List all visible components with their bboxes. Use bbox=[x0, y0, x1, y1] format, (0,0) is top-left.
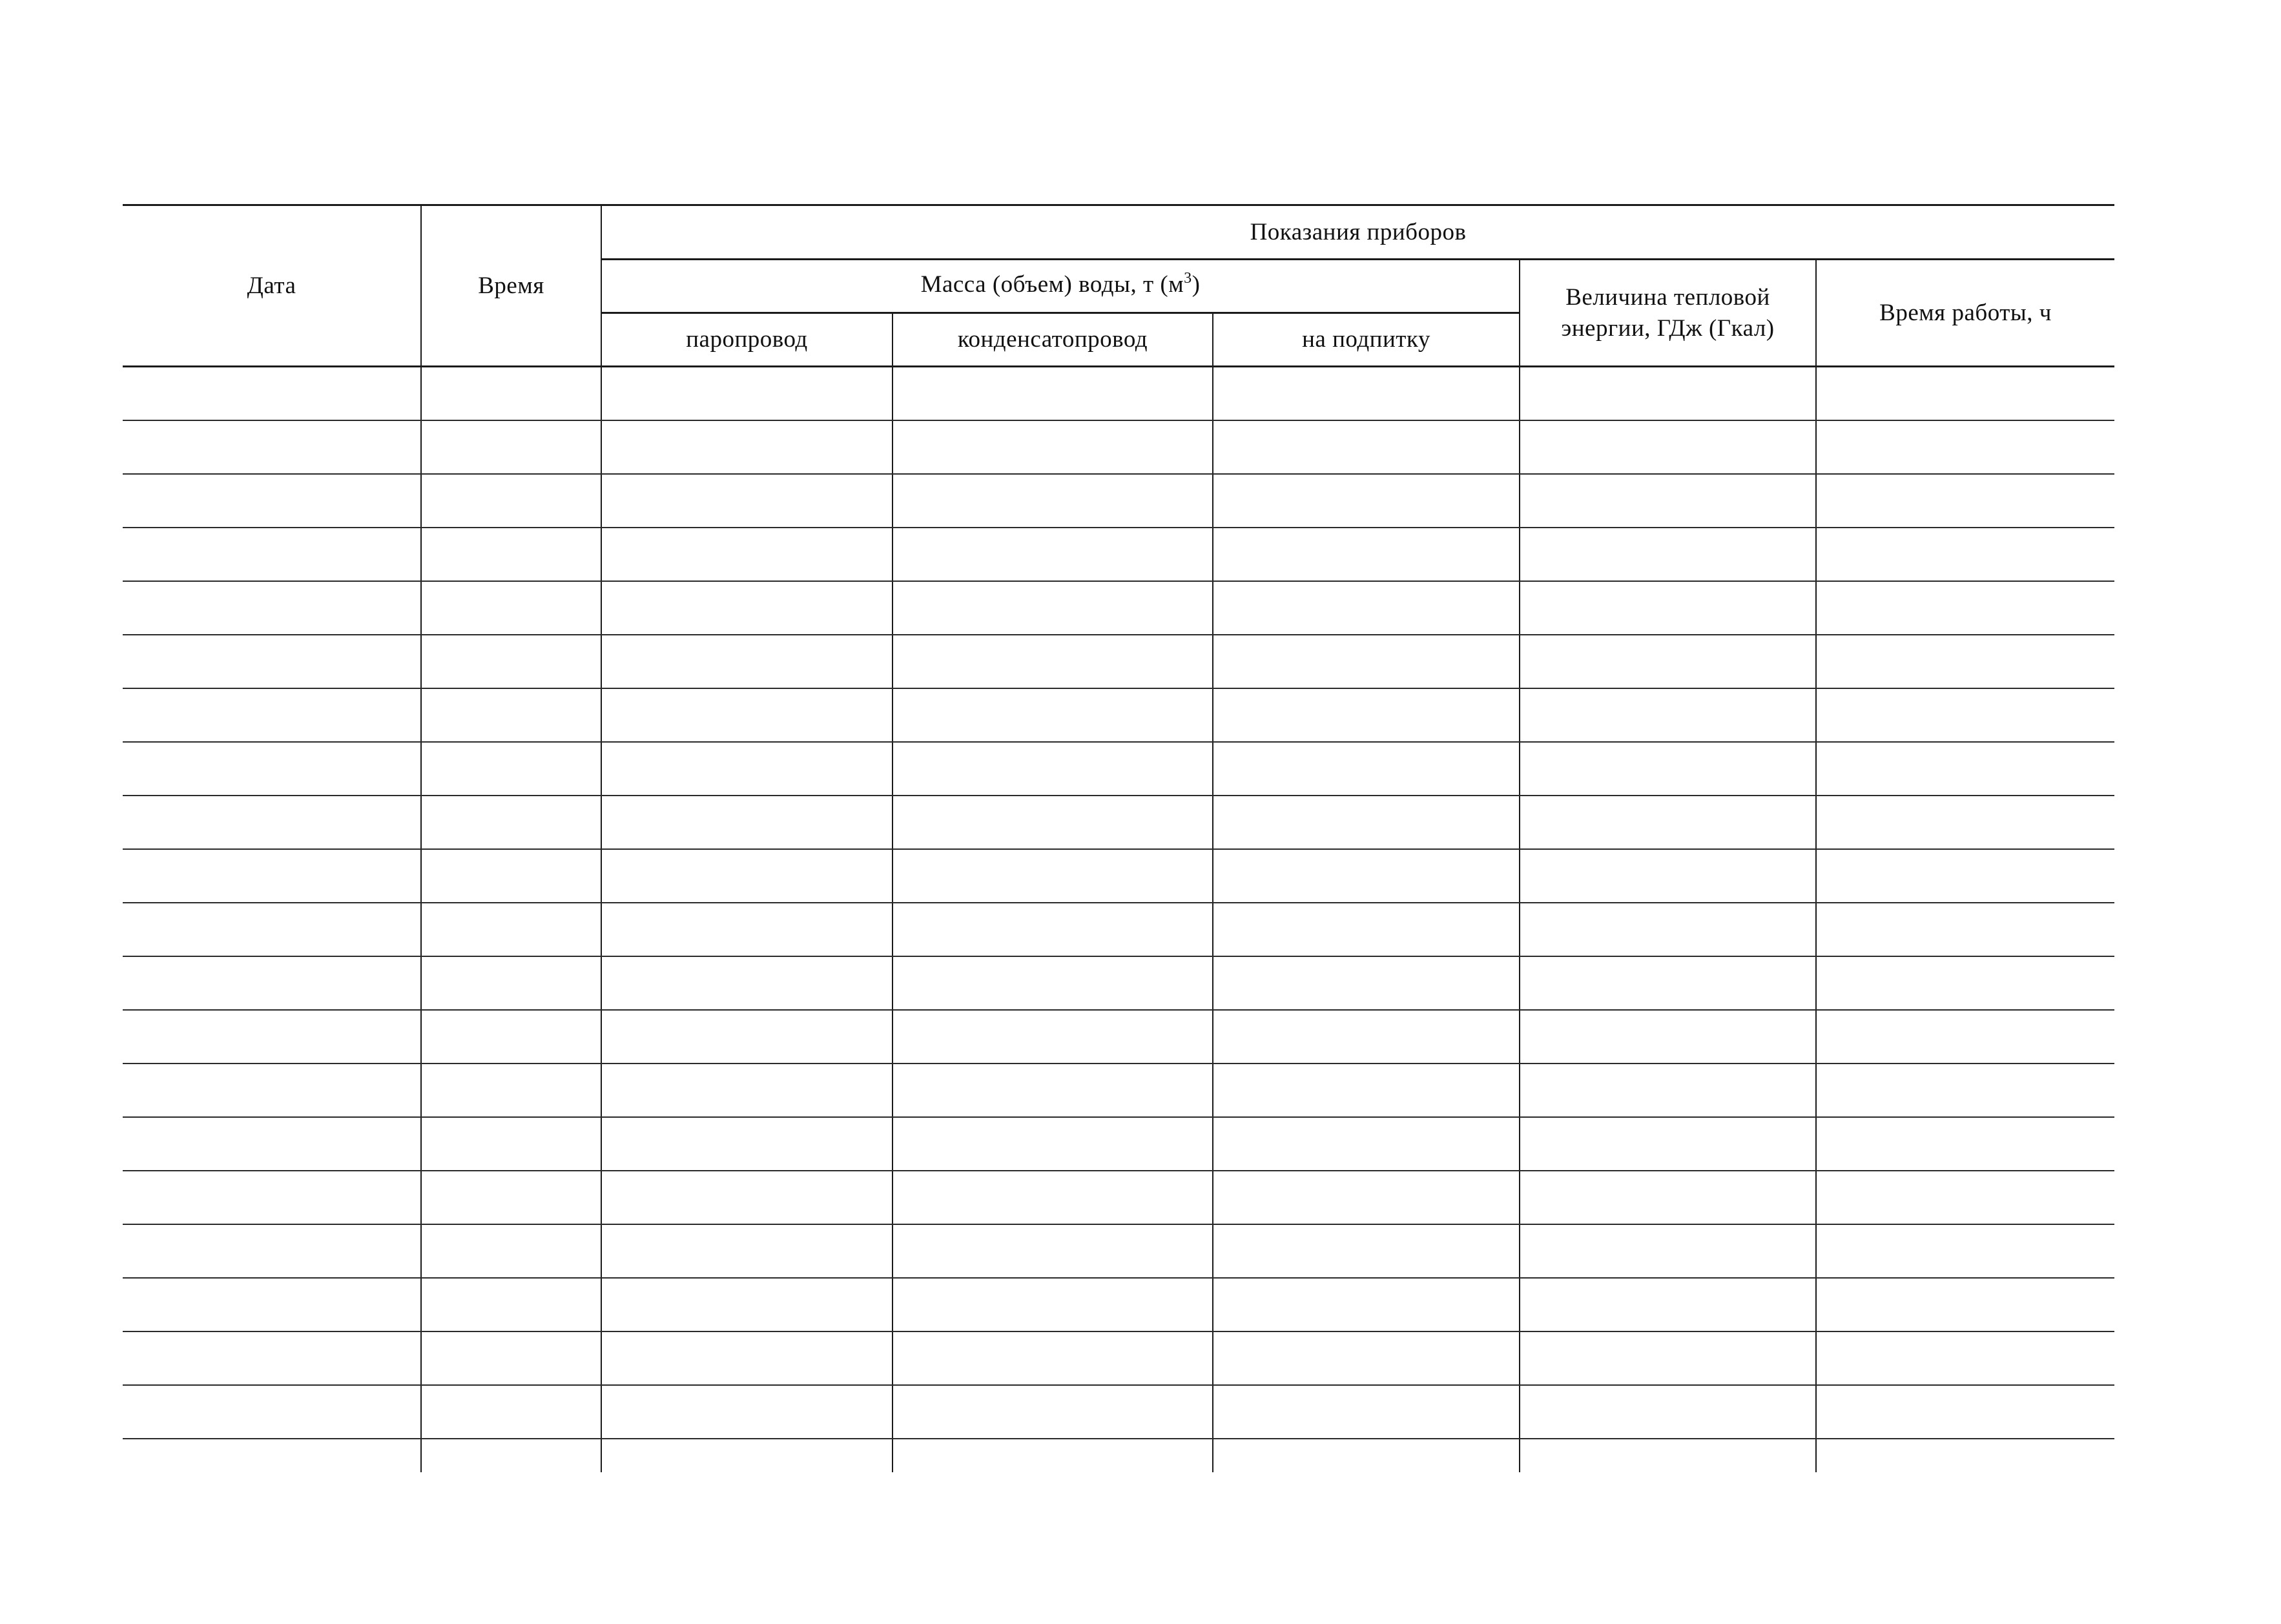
cell-condensate-pipe bbox=[893, 1331, 1213, 1385]
cell-makeup bbox=[1213, 1010, 1520, 1064]
cell-heat-energy bbox=[1520, 581, 1816, 635]
cell-makeup bbox=[1213, 1385, 1520, 1439]
cell-condensate-pipe bbox=[893, 1439, 1213, 1472]
cell-date bbox=[123, 1224, 421, 1278]
header-work-time: Время работы, ч bbox=[1816, 260, 2114, 367]
cell-makeup bbox=[1213, 903, 1520, 956]
cell-date bbox=[123, 1331, 421, 1385]
cell-heat-energy bbox=[1520, 1278, 1816, 1331]
meter-readings-log-table bbox=[123, 204, 2114, 1472]
table-header bbox=[123, 205, 2114, 367]
cell-time bbox=[421, 420, 601, 474]
cell-time bbox=[421, 688, 601, 742]
cell-date bbox=[123, 849, 421, 903]
cell-work-time bbox=[1816, 581, 2114, 635]
cell-date bbox=[123, 1064, 421, 1117]
cell-steam-pipe bbox=[601, 1439, 893, 1472]
cell-condensate-pipe bbox=[893, 635, 1213, 688]
table-row bbox=[123, 1010, 2114, 1064]
cell-steam-pipe bbox=[601, 688, 893, 742]
cell-heat-energy bbox=[1520, 903, 1816, 956]
cell-work-time bbox=[1816, 367, 2114, 420]
cell-time bbox=[421, 1278, 601, 1331]
cell-time bbox=[421, 528, 601, 581]
cell-makeup bbox=[1213, 635, 1520, 688]
cell-makeup bbox=[1213, 1064, 1520, 1117]
cell-work-time bbox=[1816, 1439, 2114, 1472]
cell-steam-pipe bbox=[601, 1171, 893, 1224]
cell-makeup bbox=[1213, 1171, 1520, 1224]
cell-makeup bbox=[1213, 1117, 1520, 1171]
cell-time bbox=[421, 635, 601, 688]
cell-work-time bbox=[1816, 796, 2114, 849]
cell-heat-energy bbox=[1520, 1439, 1816, 1472]
cell-time bbox=[421, 796, 601, 849]
cell-work-time bbox=[1816, 742, 2114, 796]
table-body bbox=[123, 367, 2114, 1472]
cell-steam-pipe bbox=[601, 635, 893, 688]
cell-heat-energy bbox=[1520, 956, 1816, 1010]
header-instrument-readings: Показания приборов bbox=[601, 205, 2114, 260]
cell-steam-pipe bbox=[601, 1331, 893, 1385]
table-row bbox=[123, 1278, 2114, 1331]
cell-condensate-pipe bbox=[893, 581, 1213, 635]
cell-work-time bbox=[1816, 1278, 2114, 1331]
cell-heat-energy bbox=[1520, 1224, 1816, 1278]
header-heat-energy-line1: Величина тепловой bbox=[1565, 283, 1770, 311]
header-time: Время bbox=[421, 205, 601, 367]
cell-work-time bbox=[1816, 1171, 2114, 1224]
cell-time bbox=[421, 581, 601, 635]
table-row bbox=[123, 956, 2114, 1010]
cell-heat-energy bbox=[1520, 1117, 1816, 1171]
cell-time bbox=[421, 1064, 601, 1117]
cell-heat-energy bbox=[1520, 528, 1816, 581]
table-row bbox=[123, 367, 2114, 420]
cell-condensate-pipe bbox=[893, 474, 1213, 528]
cell-condensate-pipe bbox=[893, 1385, 1213, 1439]
cell-condensate-pipe bbox=[893, 1171, 1213, 1224]
cell-date bbox=[123, 581, 421, 635]
cell-heat-energy bbox=[1520, 1064, 1816, 1117]
table-row bbox=[123, 796, 2114, 849]
cell-time bbox=[421, 849, 601, 903]
header-condensate-pipe: конденсатопровод bbox=[893, 313, 1213, 367]
table-row bbox=[123, 1117, 2114, 1171]
cell-work-time bbox=[1816, 420, 2114, 474]
cell-time bbox=[421, 1010, 601, 1064]
cell-work-time bbox=[1816, 1385, 2114, 1439]
cell-time bbox=[421, 1117, 601, 1171]
cell-heat-energy bbox=[1520, 367, 1816, 420]
table-row bbox=[123, 528, 2114, 581]
cell-date bbox=[123, 688, 421, 742]
cell-time bbox=[421, 367, 601, 420]
header-water-mass-prefix: Масса (объем) воды, т (м bbox=[920, 271, 1184, 298]
cell-heat-energy bbox=[1520, 635, 1816, 688]
cell-date bbox=[123, 420, 421, 474]
header-water-mass-suffix: ) bbox=[1192, 271, 1201, 298]
cell-steam-pipe bbox=[601, 1385, 893, 1439]
table-row bbox=[123, 849, 2114, 903]
table-row bbox=[123, 581, 2114, 635]
cell-work-time bbox=[1816, 956, 2114, 1010]
cell-date bbox=[123, 1010, 421, 1064]
cell-condensate-pipe bbox=[893, 796, 1213, 849]
cell-heat-energy bbox=[1520, 688, 1816, 742]
cell-condensate-pipe bbox=[893, 528, 1213, 581]
table-row bbox=[123, 1171, 2114, 1224]
cell-date bbox=[123, 474, 421, 528]
cell-work-time bbox=[1816, 903, 2114, 956]
table-row bbox=[123, 1385, 2114, 1439]
cell-steam-pipe bbox=[601, 796, 893, 849]
cell-condensate-pipe bbox=[893, 1064, 1213, 1117]
cell-time bbox=[421, 1224, 601, 1278]
cell-time bbox=[421, 1331, 601, 1385]
cell-makeup bbox=[1213, 581, 1520, 635]
table-row bbox=[123, 1331, 2114, 1385]
cell-heat-energy bbox=[1520, 796, 1816, 849]
cell-date bbox=[123, 1278, 421, 1331]
cell-time bbox=[421, 1439, 601, 1472]
table-row bbox=[123, 903, 2114, 956]
header-heat-energy-line2: энергии, ГДж (Гкал) bbox=[1561, 314, 1775, 342]
cell-makeup bbox=[1213, 367, 1520, 420]
header-heat-energy bbox=[1520, 260, 1816, 367]
table-row bbox=[123, 420, 2114, 474]
cell-work-time bbox=[1816, 1064, 2114, 1117]
cell-condensate-pipe bbox=[893, 742, 1213, 796]
cell-date bbox=[123, 635, 421, 688]
cell-work-time bbox=[1816, 1224, 2114, 1278]
cell-date bbox=[123, 956, 421, 1010]
cell-date bbox=[123, 1439, 421, 1472]
cell-steam-pipe bbox=[601, 956, 893, 1010]
header-water-mass-superscript: 3 bbox=[1184, 270, 1192, 287]
cell-work-time bbox=[1816, 1331, 2114, 1385]
cell-steam-pipe bbox=[601, 1224, 893, 1278]
table-row bbox=[123, 635, 2114, 688]
cell-makeup bbox=[1213, 420, 1520, 474]
cell-steam-pipe bbox=[601, 1278, 893, 1331]
cell-date bbox=[123, 742, 421, 796]
cell-makeup bbox=[1213, 956, 1520, 1010]
table-row bbox=[123, 742, 2114, 796]
cell-work-time bbox=[1816, 1010, 2114, 1064]
cell-steam-pipe bbox=[601, 1064, 893, 1117]
cell-date bbox=[123, 903, 421, 956]
cell-time bbox=[421, 1171, 601, 1224]
cell-steam-pipe bbox=[601, 528, 893, 581]
cell-condensate-pipe bbox=[893, 849, 1213, 903]
cell-time bbox=[421, 903, 601, 956]
cell-heat-energy bbox=[1520, 1171, 1816, 1224]
cell-work-time bbox=[1816, 528, 2114, 581]
cell-makeup bbox=[1213, 1439, 1520, 1472]
cell-condensate-pipe bbox=[893, 367, 1213, 420]
cell-work-time bbox=[1816, 849, 2114, 903]
cell-steam-pipe bbox=[601, 849, 893, 903]
table-row bbox=[123, 474, 2114, 528]
cell-heat-energy bbox=[1520, 474, 1816, 528]
cell-date bbox=[123, 528, 421, 581]
cell-date bbox=[123, 1385, 421, 1439]
cell-makeup bbox=[1213, 1224, 1520, 1278]
cell-heat-energy bbox=[1520, 849, 1816, 903]
cell-steam-pipe bbox=[601, 1010, 893, 1064]
cell-work-time bbox=[1816, 688, 2114, 742]
table-row bbox=[123, 688, 2114, 742]
header-steam-pipe: паропровод bbox=[601, 313, 893, 367]
cell-condensate-pipe bbox=[893, 420, 1213, 474]
table-row bbox=[123, 1064, 2114, 1117]
cell-steam-pipe bbox=[601, 1117, 893, 1171]
cell-makeup bbox=[1213, 474, 1520, 528]
cell-heat-energy bbox=[1520, 420, 1816, 474]
cell-time bbox=[421, 474, 601, 528]
header-date: Дата bbox=[123, 205, 421, 367]
cell-steam-pipe bbox=[601, 474, 893, 528]
cell-work-time bbox=[1816, 474, 2114, 528]
cell-condensate-pipe bbox=[893, 688, 1213, 742]
cell-makeup bbox=[1213, 1278, 1520, 1331]
cell-date bbox=[123, 1117, 421, 1171]
cell-heat-energy bbox=[1520, 1331, 1816, 1385]
cell-makeup bbox=[1213, 688, 1520, 742]
header-water-mass bbox=[601, 260, 1520, 313]
cell-steam-pipe bbox=[601, 367, 893, 420]
cell-heat-energy bbox=[1520, 1010, 1816, 1064]
cell-condensate-pipe bbox=[893, 1117, 1213, 1171]
cell-makeup bbox=[1213, 849, 1520, 903]
cell-condensate-pipe bbox=[893, 1010, 1213, 1064]
cell-steam-pipe bbox=[601, 581, 893, 635]
cell-condensate-pipe bbox=[893, 903, 1213, 956]
cell-makeup bbox=[1213, 528, 1520, 581]
header-makeup: на подпитку bbox=[1213, 313, 1520, 367]
cell-condensate-pipe bbox=[893, 956, 1213, 1010]
cell-makeup bbox=[1213, 796, 1520, 849]
cell-steam-pipe bbox=[601, 742, 893, 796]
cell-condensate-pipe bbox=[893, 1224, 1213, 1278]
table-row bbox=[123, 1439, 2114, 1472]
cell-makeup bbox=[1213, 742, 1520, 796]
cell-date bbox=[123, 796, 421, 849]
cell-condensate-pipe bbox=[893, 1278, 1213, 1331]
cell-steam-pipe bbox=[601, 903, 893, 956]
cell-heat-energy bbox=[1520, 1385, 1816, 1439]
cell-time bbox=[421, 956, 601, 1010]
cell-time bbox=[421, 742, 601, 796]
cell-work-time bbox=[1816, 1117, 2114, 1171]
cell-makeup bbox=[1213, 1331, 1520, 1385]
cell-steam-pipe bbox=[601, 420, 893, 474]
cell-time bbox=[421, 1385, 601, 1439]
table-row bbox=[123, 1224, 2114, 1278]
cell-heat-energy bbox=[1520, 742, 1816, 796]
cell-date bbox=[123, 367, 421, 420]
cell-date bbox=[123, 1171, 421, 1224]
cell-work-time bbox=[1816, 635, 2114, 688]
